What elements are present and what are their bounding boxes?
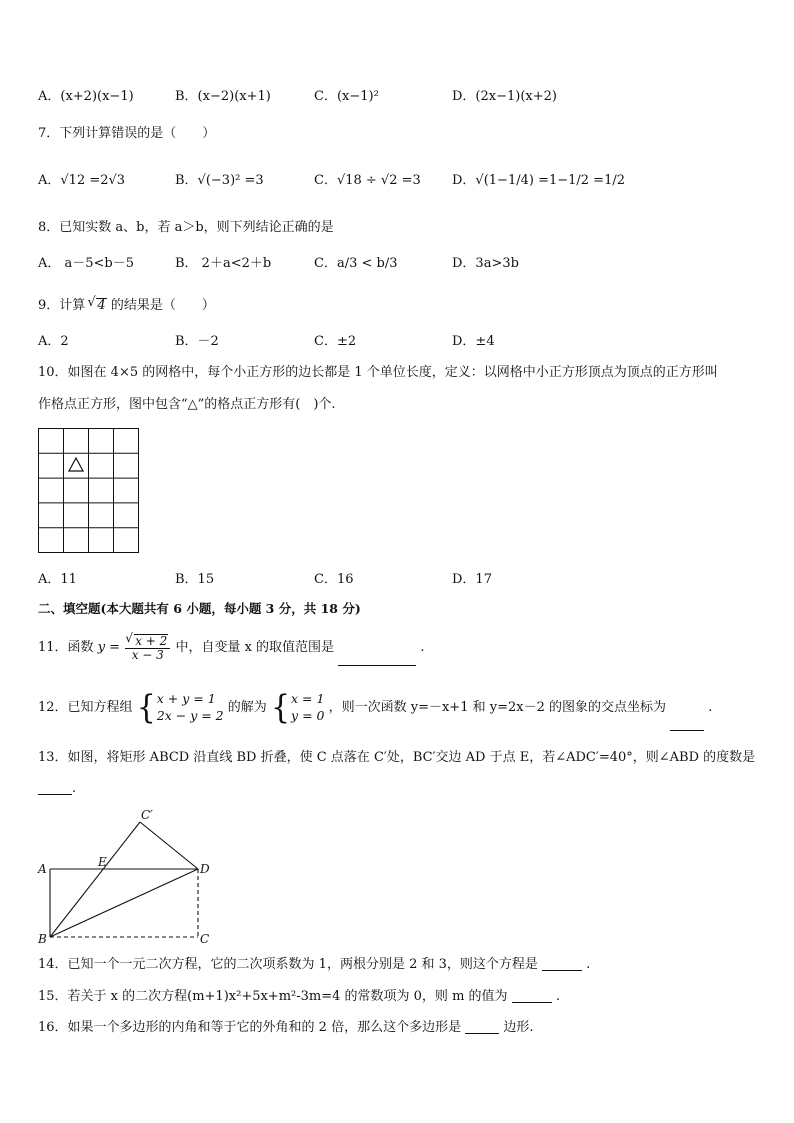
q8-option-d: D．3a>3b: [452, 256, 519, 271]
label-b: B: [38, 932, 47, 946]
q6-option-b: B．(x−2)(x+1): [175, 89, 271, 104]
q10-line1: 10．如图在 4×5 的网格中，每个小正方形的边长都是 1 个单位长度，定义：以网格中小正方形顶点为顶点的正方形叫: [38, 365, 718, 380]
segment-bc-prime: [50, 822, 140, 937]
q16-end: 边形.: [503, 1020, 534, 1035]
q7-option-c: C．√18 ÷ √2 =3: [314, 173, 421, 188]
q8-stem: 8．已知实数 a、b，若 a＞b，则下列结论正确的是: [38, 220, 334, 235]
q13-fold-figure: [30, 805, 230, 950]
q7-option-b: B．√(−3)² =3: [175, 173, 264, 188]
q6-option-c: C．(x−1)²: [314, 89, 379, 104]
q9-option-a: A．2: [38, 334, 69, 349]
q12-end: .: [708, 700, 713, 715]
left-brace-icon: {: [270, 687, 291, 727]
q12-line: [38, 685, 712, 731]
q12-post: ，则一次函数 y=－x+1 和 y=2x－2 的图象的交点坐标为: [328, 700, 666, 715]
q10-option-d: D．17: [452, 572, 492, 587]
q10-option-b: B．15: [175, 572, 215, 587]
q9-option-d: D．±4: [452, 334, 495, 349]
q16-answer-blank[interactable]: [465, 1033, 499, 1034]
q9-stem-pre: 9．计算: [38, 298, 86, 313]
q10-line2: 作格点正方形，图中包含“△”的格点正方形有( )个.: [38, 397, 336, 412]
q14-text: 14．已知一个一元二次方程，它的二次项系数为 1，两根分别是 2 和 3，则这个方程是: [38, 957, 538, 972]
q15-end: .: [555, 989, 560, 1004]
q13-line1: 13．如图，将矩形 ABCD 沿直线 BD 折叠，使 C 点落在 C′处，BC′交边 AD 于点 E，若∠ADC′=40°，则∠ABD 的度数是: [38, 750, 756, 765]
q12-system-equations: x + y = 1 2x − y = 2: [156, 690, 224, 723]
q10-grid-figure: [38, 428, 140, 554]
left-brace-icon: {: [136, 687, 156, 727]
q15-line: [38, 990, 560, 1003]
q9-stem: [38, 298, 215, 312]
q13-end: .: [72, 781, 77, 796]
q8-option-b: B． 2＋a<2＋b: [175, 256, 272, 271]
q13-answer-blank[interactable]: [38, 794, 72, 795]
q14-line: [38, 958, 590, 971]
section-2-heading: 二、填空题(本大题共有 6 小题，每小题 3 分，共 18 分): [38, 601, 361, 616]
q10-option-a: A．11: [38, 572, 77, 587]
q12-mid: 的解为: [227, 700, 267, 715]
q7-stem: 7．下列计算错误的是（ ）: [38, 126, 216, 141]
q11-line: [38, 630, 424, 666]
q12-answer-blank[interactable]: [670, 730, 704, 731]
q12-pre: 12．已知方程组: [38, 700, 133, 715]
q6-option-a: A．(x+2)(x−1): [38, 89, 134, 104]
label-e: E: [98, 855, 107, 869]
q16-text: 16．如果一个多边形的内角和等于它的外角和的 2 倍，那么这个多边形是: [38, 1020, 462, 1035]
q9-stem-post: 的结果是（ ）: [110, 298, 215, 313]
label-d: D: [200, 862, 210, 876]
q11-post: 中，自变量 x 的取值范围是: [175, 640, 335, 655]
q11-fraction: √ $\frac{x + 2}{x - 3}$: [125, 634, 170, 661]
label-c-prime: C′: [141, 808, 153, 822]
q9-sqrt-expression: √ 4: [96, 298, 106, 312]
q14-end: .: [586, 957, 591, 972]
q15-text: 15．若关于 x 的二次方程(m+1)x²+5x+m²-3m=4 的常数项为 0，则 m 的值为: [38, 989, 508, 1004]
q10-option-c: C．16: [314, 572, 354, 587]
q14-answer-blank[interactable]: [542, 970, 582, 971]
triangle-marker-icon: [69, 458, 83, 471]
q11-formula: y = √ $\frac{x + 2}{x - 3}$: [98, 640, 176, 655]
q13-line2: [38, 782, 76, 795]
q11-pre: 11．函数: [38, 640, 94, 655]
q12-system-solution: x = 1 y = 0: [291, 690, 325, 723]
q7-option-d: D．√(1−1/4) =1−1/2 =1/2: [452, 173, 625, 188]
segment-bd: [50, 869, 198, 937]
q11-answer-blank[interactable]: [338, 665, 416, 666]
q8-option-a: A． a－5<b－5: [38, 256, 135, 271]
segment-c-prime-d: [140, 822, 198, 869]
q8-option-c: C．a/3 < b/3: [314, 256, 398, 271]
q11-end: .: [420, 640, 425, 655]
q9-option-c: C．±2: [314, 334, 357, 349]
q9-option-b: B．－2: [175, 334, 219, 349]
label-c: C: [200, 932, 210, 946]
grid-lines: [39, 429, 139, 553]
label-a: A: [38, 862, 47, 876]
q15-answer-blank[interactable]: [512, 1002, 552, 1003]
q16-line: [38, 1021, 534, 1034]
q7-option-a: A．√12 =2√3: [38, 173, 126, 188]
q6-option-d: D．(2x−1)(x+2): [452, 89, 557, 104]
